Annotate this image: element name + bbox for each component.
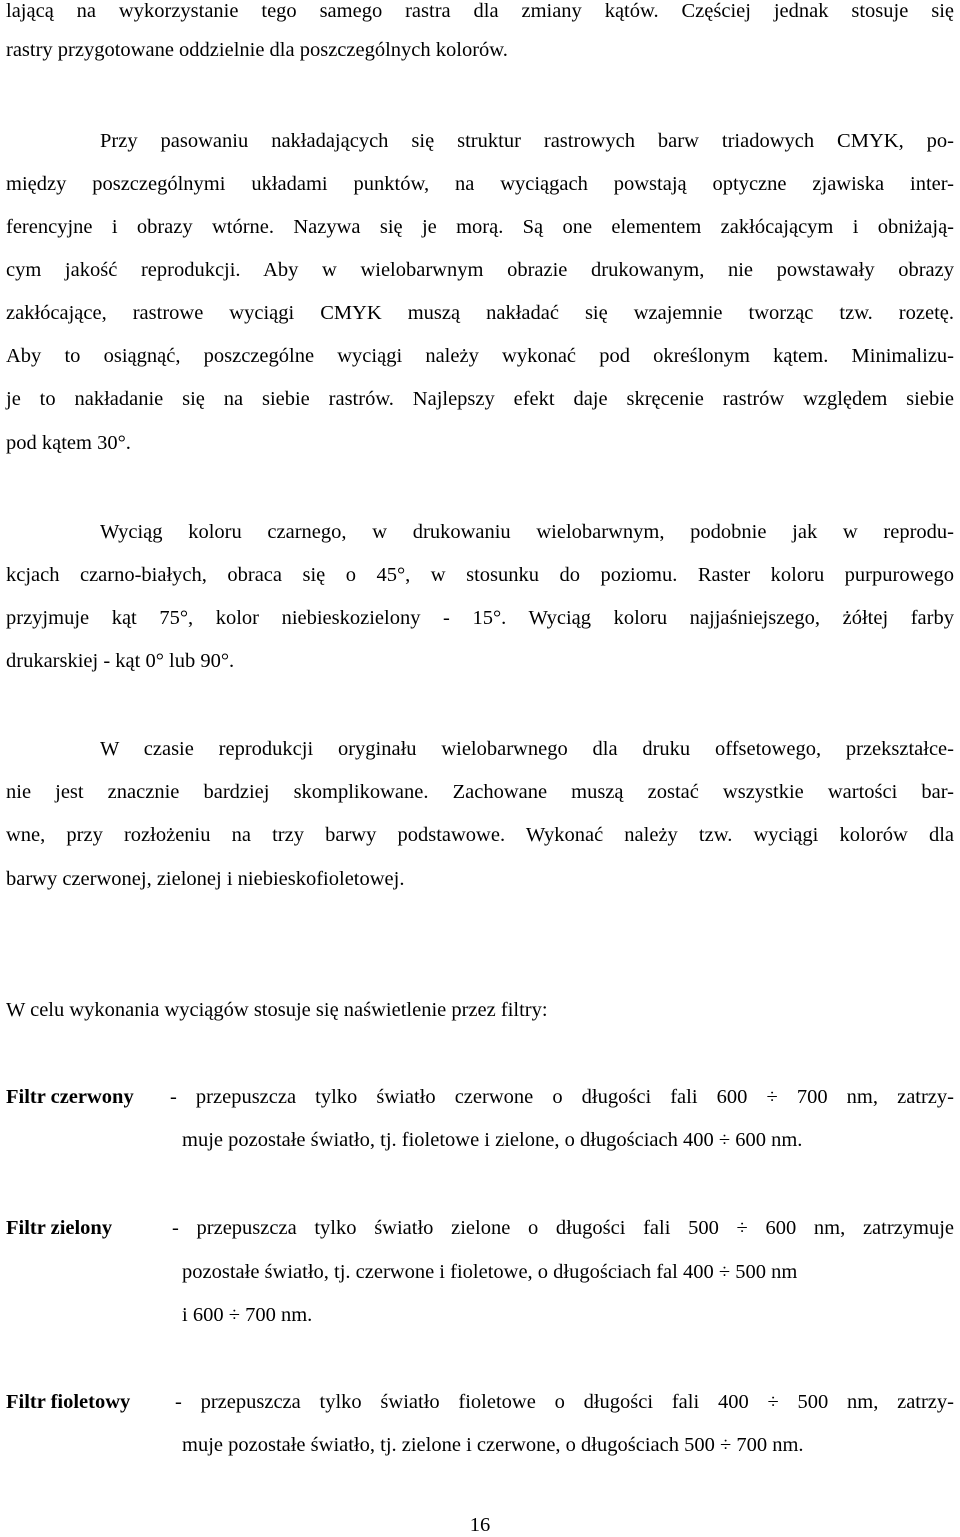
paragraph-line: cym jakość reprodukcji. Aby w wielobarwnym obrazie drukowanym, nie powstawały obrazy: [6, 259, 954, 281]
page-number: 16: [469, 1514, 491, 1536]
paragraph-line: barwy czerwonej, zielonej i niebieskofioletowej.: [6, 868, 405, 890]
filter-violet-description: - przepuszcza tylko światło fioletowe o długości fali 400 ÷ 500 nm, zatrzy-: [175, 1391, 954, 1413]
paragraph-line: lającą na wykorzystanie tego samego rastra dla zmiany kątów. Częściej jednak stosuje się: [6, 0, 954, 22]
filter-green-description-cont: i 600 ÷ 700 nm.: [182, 1304, 313, 1326]
filter-green-description: - przepuszcza tylko światło zielone o długości fali 500 ÷ 600 nm, zatrzymuje: [172, 1217, 954, 1239]
filter-red-name: Filtr czerwony: [6, 1086, 134, 1108]
paragraph-line: przyjmuje kąt 75°, kolor niebieskozielony - 15°. Wyciąg koloru najjaśniejszego, żółtej farby: [6, 607, 954, 629]
paragraph-line: je to nakładanie się na siebie rastrów. Najlepszy efekt daje skręcenie rastrów względem siebie: [6, 388, 954, 410]
filter-red-description: - przepuszcza tylko światło czerwone o długości fali 600 ÷ 700 nm, zatrzy-: [170, 1086, 954, 1108]
filter-violet-name: Filtr fioletowy: [6, 1391, 131, 1413]
filter-green-description-cont: pozostałe światło, tj. czerwone i fioletowe, o długościach fal 400 ÷ 500 nm: [182, 1261, 798, 1283]
paragraph-line: między poszczególnymi układami punktów, na wyciągach powstają optyczne zjawiska inter-: [6, 173, 954, 195]
filters-intro: W celu wykonania wyciągów stosuje się naświetlenie przez filtry:: [6, 999, 548, 1021]
paragraph-line: Aby to osiągnąć, poszczególne wyciągi należy wykonać pod określonym kątem. Minimalizu-: [6, 345, 954, 367]
paragraph-line: zakłócające, rastrowe wyciągi CMYK muszą nakładać się wzajemnie tworząc tzw. rozetę.: [6, 302, 954, 324]
paragraph-line: ferencyjne i obrazy wtórne. Nazywa się je morą. Są one elementem zakłócającym i obniżają-: [6, 216, 954, 238]
filter-green-name: Filtr zielony: [6, 1217, 113, 1239]
paragraph-line: pod kątem 30°.: [6, 432, 131, 454]
paragraph-line: Przy pasowaniu nakładających się struktur rastrowych barw triadowych CMYK, po-: [100, 130, 954, 152]
paragraph-line: rastry przygotowane oddzielnie dla poszczególnych kolorów.: [6, 39, 508, 61]
paragraph-line: W czasie reprodukcji oryginału wielobarwnego dla druku offsetowego, przekształce-: [100, 738, 954, 760]
paragraph-line: nie jest znacznie bardziej skomplikowane. Zachowane muszą zostać wszystkie wartości bar-: [6, 781, 954, 803]
paragraph-line: kcjach czarno-białych, obraca się o 45°, w stosunku do poziomu. Raster koloru purpurowego: [6, 564, 954, 586]
paragraph-line: Wyciąg koloru czarnego, w drukowaniu wielobarwnym, podobnie jak w reprodu-: [100, 521, 954, 543]
paragraph-line: wne, przy rozłożeniu na trzy barwy podstawowe. Wykonać należy tzw. wyciągi kolorów dla: [6, 824, 954, 846]
paragraph-line: drukarskiej - kąt 0° lub 90°.: [6, 650, 235, 672]
filter-red-description-cont: muje pozostałe światło, tj. fioletowe i zielone, o długościach 400 ÷ 600 nm.: [182, 1129, 803, 1151]
filter-violet-description-cont: muje pozostałe światło, tj. zielone i czerwone, o długościach 500 ÷ 700 nm.: [182, 1434, 804, 1456]
